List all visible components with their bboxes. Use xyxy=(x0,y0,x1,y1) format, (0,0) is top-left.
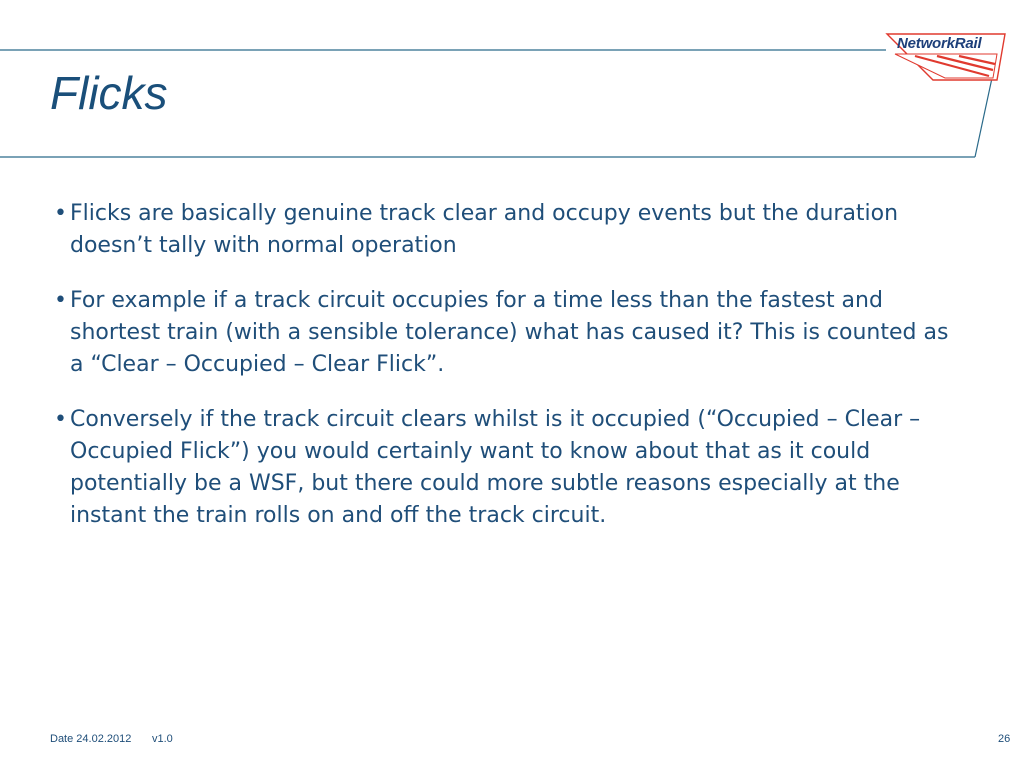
bullet-dot: • xyxy=(54,407,67,432)
bullet-text-1: Flicks are basically genuine track clear and occupy events but the duration doesn’t tally with normal operation xyxy=(70,201,899,258)
page-number: 26 xyxy=(998,733,1011,745)
bullet-item-2 xyxy=(48,285,968,381)
bullet-item-1 xyxy=(48,198,968,262)
bullet-dot: • xyxy=(54,201,67,226)
bullet-text-2: For example if a track circuit occupies for a time less than the fastest and shortest train (with a sensible tolerance) what has caused it? This is counted as a “Clear – Occupied – Clear Flick”. xyxy=(70,288,949,377)
slide-body xyxy=(48,198,968,555)
bullet-dot: • xyxy=(54,288,67,313)
bullet-text-3: Conversely if the track circuit clears whilst is it occupied (“Occupied – Clear – Occupied Flick”) you would certainly want to know about that as it could potentially be a WSF, but there could more subtle reasons especially at the instant the train rolls on and off the track circuit. xyxy=(70,407,921,528)
footer-version: v1.0 xyxy=(152,733,173,745)
footer-date: Date 24.02.2012 xyxy=(50,733,132,745)
bullet-list xyxy=(48,198,968,532)
logo-wordmark: NetworkRail xyxy=(897,35,982,52)
slide-title: Flicks xyxy=(50,67,168,119)
bullet-item-3 xyxy=(48,404,968,532)
header-slant-line xyxy=(975,78,992,157)
